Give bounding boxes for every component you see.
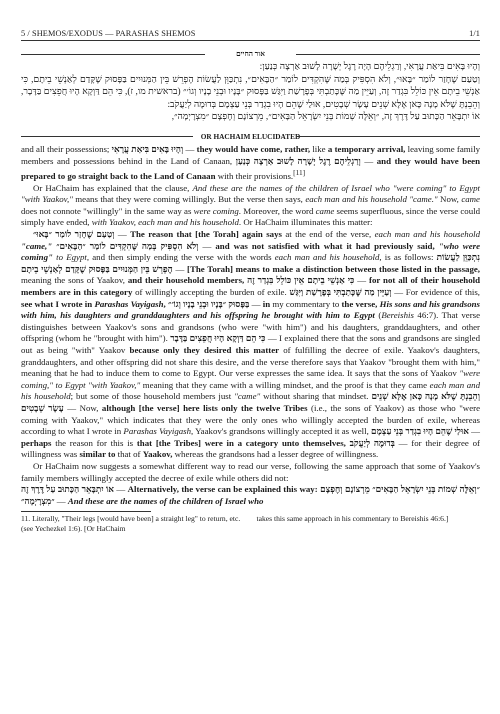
footnote-left: 11. Literally, "Their legs [would have been] a straight leg" to return, etc. (see Yechezkel 1:6). [Or HaChaim [21,514,241,533]
elucidation-paragraph: Or HaChaim now suggests a somewhat different way to read our verse, following the same approach that some of Yaakov's family members willingly accepted the decree of exile while others did not: [21,460,480,483]
elucidation-paragraph: Or HaChaim has explained that the clause, And these are the names of the children of Israel who "were coming" to Egypt "with Yaakov," means that they were coming willingly. But the verse then says, each man and his household "came." Now, came does not connote "willingly" in the same way as were coming. Moreover, the word came seems superfluous, since the verse could simply have ended, with Yaakov, each man and his household. Or HaChaim illuminates this matter: [21,182,481,228]
ohr-hachaim-label: אור החיים [21,49,480,58]
elucidation-paragraph: וְטַעַם שֶׁחָזַר לוֹמַר ״בָּאוּ״ — The reason that [the Torah] again says at the end of the verse, each man and his household "came," וְלֹא הִסְפִּיק בְּמַה שֶּׁהִקְדִּים לוֹמַר ״הַבָּאִים״ — and was not satisfied with what it had previously said, "who were coming" to Egypt, and then simply ending the verse with the words each man and his household, is as follows: נִתְכַּוֵּן לַעֲשׂוֹת הֶפְרֵשׁ בֵּין הַמְּנוּיִים בַּפָּסוּק שֶׁקָּדַם לְאַנְשֵׁי בֵיתָם — [The Torah] means to make a distinction between those listed in the passage, meaning the sons of Yaakov, and their household members, כִּי אַנְשֵׁי בֵיתָם אֵין כּוֹלֵל בִּגְדַר זֶה — for not all of their household members are in this category of willingly accepting the burden of exile. וְעַיֵּין מַה שֶּׁכָּתַבְתִּי בְּפָרָשַׁת וַיִּגַּשׁ — For evidence of this, see what I wrote in Parashas Vayigash, בַּפָּסוּק ״בָּנָיו וּבְנֵי בָנָיו וְגוֹ׳״ — in my commentary to the verse, His sons and his grandsons with him, his daughters and granddaughters and his offspring he brought with him to Egypt (Bereishis 46:7). That verse distinguishes between Yaakov's sons and grandsons (who were "with him") and his daughters, granddaughters, and other offspring (whom he "brought with him"). כִּי הֵם דַּוְקָא הָיוּ חֲפֵצִים בַּדָּבָר — I explained there that the sons and grandsons are singled out as being "with" Yaakov because only they desired this matter of fulfilling the decree of exile. Yaakov's daughters, granddaughters, and other offspring did not share this desire, and the verse therefore says that Yaakov "brought them with him," meaning that he had to induce them to come to Egypt. Our verse expresses the same idea. It says that the sons of Yaakov "were coming," to Egypt "with Yaakov," meaning that they came with a willing mindset, and the proof is that they came each man and his household; but some of those household members just "came" without sharing that mindset. וְהֵבֵנְתָּ שֶׁלֹּא מָנָה כָּאן אֶלָּא שְׁנֵים עָשָׂר שְׁבָטִים — Now, although [the verse] here lists only the twelve Tribes (i.e., the sons of Yaakov) as those who "were coming with Yaakov," which indicates that they were the only ones who willingly accepted the burden of exile, whereas according to what I wrote in Parashas Vayigash, Yaakov's grandsons willingly accepted it as well, אוּלַי שֶׁהֵם הָיוּ בִגְדַר בְּנֵי עַצְמָם — perhaps the reason for this is that [the Tribes] were in a category unto themselves, בְּדוּמֶה לְיַעֲקֹב — for their degree of willingness was similar to that of Yaakov, whereas the grandsons had a lesser degree of willingness. [21,229,481,460]
elucidation-paragraph: אוֹ יִתְבָּאֵר הַכָּתוּב עַל דֶּרֶךְ זֶה — Alternatively, the verse can be explained this way: ״וְאֵלֶּה שְׁמוֹת בְּנֵי יִשְׂרָאֵל הַבָּאִים״ מֵרְצוֹנָם וְחֶפְצָם ״מִצְרָיְמָה״ — And these are the names of the children of Israel who [21,484,481,506]
footnotes [21,514,480,533]
footnote-right: takes this same approach in his commentary to Bereishis 46:6.] [256,514,449,524]
hebrew-paragraph: וְטַעַם שֶׁחָזַר לוֹמַר ״בָּאוּ״, וְלֹא הִסְפִּיק בְּמַה שֶּׁהִקְדִּים לוֹמַר ״הַבָּאִים״, נִתְכַּוֵּן לַעֲשׂוֹת הֶפְרֵשׁ בֵּין הַמְּנוּיִים בַּפָּסוּק שֶׁקָּדַם לְאַנְשֵׁי בֵיתָם, כִּי אַנְשֵׁי בֵיתָם אֵין כּוֹלֵל בִּגְדַר זֶה, וְעַיֵּין מַה שֶּׁכָּתַבְתִּי בְּפָרָשַׁת וַיִּגַּשׁ בַּפָּסוּק ״בָּנָיו וּבְנֵי בָנָיו וְגוֹ׳״ (בראשית מו, ז), כִּי הֵם דַּוְקָא הָיוּ חֲפֵצִים בַּדָּבָר, וְהֵבֵנְתָּ שֶׁלֹּא מָנָה כָּאן אֶלָּא שְׁנֵים עָשָׂר שְׁבָטִים, אוּלַי שֶׁהֵם הָיוּ בִגְדַר בְּנֵי עַצְמָם בְּדוּמֶה לְיַעֲקֹב: [21,74,480,110]
elucidation-text [21,144,480,507]
elucidation-paragraph: and all their possessions; וְהָיוּ בָּאִים בִּיאַת עֲרָאִי — they would have come, rather, like a temporary arrival, leaving some family members and possessions behind in the Land of Canaan, וְרַגְלֵיהֶם רֶגֶל יְשָׁרָה לָשׁוּב אַרְצָה כְּנַעַן — and they would have been prepared to go straight back to the Land of Canaan with their provisions.[11] [21,143,481,182]
hebrew-paragraph: וְהָיוּ בָּאִים בִּיאַת עֲרָאִי, וְרַגְלֵיהֶם הָיָה רֶגֶל יְשָׁרָה לָשׁוּב אַרְצָה כְּנַעַן: [259,62,480,72]
header-title: 5 / SHEMOS/EXODUS — PARASHAS SHEMOS [21,29,196,38]
hebrew-paragraph: אוֹ יִתְבָּאֵר הַכָּתוּב עַל דֶּרֶךְ זֶה, ״וְאֵלֶּה שְׁמוֹת בְּנֵי יִשְׂרָאֵל הַבָּאִים״, מֵרְצוֹנָם וְחֶפְצָם ״מִצְרָיְמָה״, [171,112,480,123]
footnote-rule [21,511,151,512]
elucidated-label: OR HACHAIM ELUCIDATED [21,132,480,141]
page-count: 1/1 [469,29,480,38]
running-header [21,0,480,38]
header-rule [21,40,480,41]
hebrew-text [21,61,480,124]
